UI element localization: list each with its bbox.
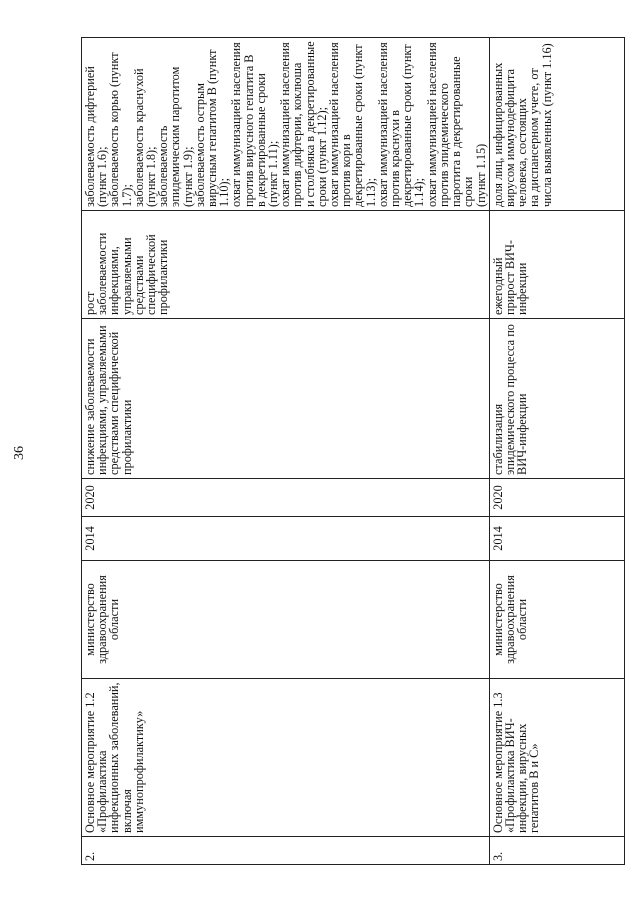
page-number: 36 [12,446,27,460]
end-year-cell: 2020 [489,479,624,517]
executor-cell: министерство здравоохранения области [489,561,624,679]
start-year-cell: 2014 [82,517,490,561]
table-row [489,38,624,865]
consequence-cell: ежегодный прирост ВИЧ-инфекции [489,211,624,319]
program-table [81,37,625,865]
row-number: 3. [489,837,624,865]
row-number: 2. [82,837,490,865]
table-container [81,38,619,865]
table-row [82,38,490,865]
indicators-cell: доля лиц, инфицированных вирусом иммунодефицита человека, состоящих на диспансерном учете, от числа выявленных (пункт 1.16) [489,38,624,211]
indicators-cell: заболеваемость дифтерией (пункт 1.6); заболеваемость корью (пункт 1.7); заболеваемость краснухой (пункт 1.8); заболеваемость эпидемическим паротитом (пункт 1.9); заболеваемость острым вирусным гепатитом В (пункт 1.10); охват иммунизацией населения против вирусного гепатита В в декретированные сроки (пункт 1.11); охват иммунизацией населения против дифтерии, коклюша и столбняка в декретированные сроки (пункт 1.12); охват иммунизацией населения против кори в декретированные сроки (пункт 1.13); охват иммунизацией населения против краснухи в декретированные сроки (пункт 1.14); охват иммунизацией населения против эпидемического паротита в декретированные сроки (пункт 1.15) [82,38,490,211]
consequence-cell: рост заболеваемости инфекциями, управляемыми средствами специфической профилактики [82,211,490,319]
result-cell: стабилизация эпидемического процесса по ВИЧ-инфекции [489,319,624,479]
end-year-cell: 2020 [82,479,490,517]
executor-cell: министерство здравоохранения области [82,561,490,679]
activity-cell: Основное мероприятие 1.3 «Профилактика ВИЧ-инфекции, вирусных гепатитов В и С» [489,679,624,837]
activity-cell: Основное мероприятие 1.2 «Профилактика инфекционных заболеваний, включая иммунопрофилактику» [82,679,490,837]
start-year-cell: 2014 [489,517,624,561]
result-cell: снижение заболеваемости инфекциями, управляемыми средствами специфической профилактики [82,319,490,479]
